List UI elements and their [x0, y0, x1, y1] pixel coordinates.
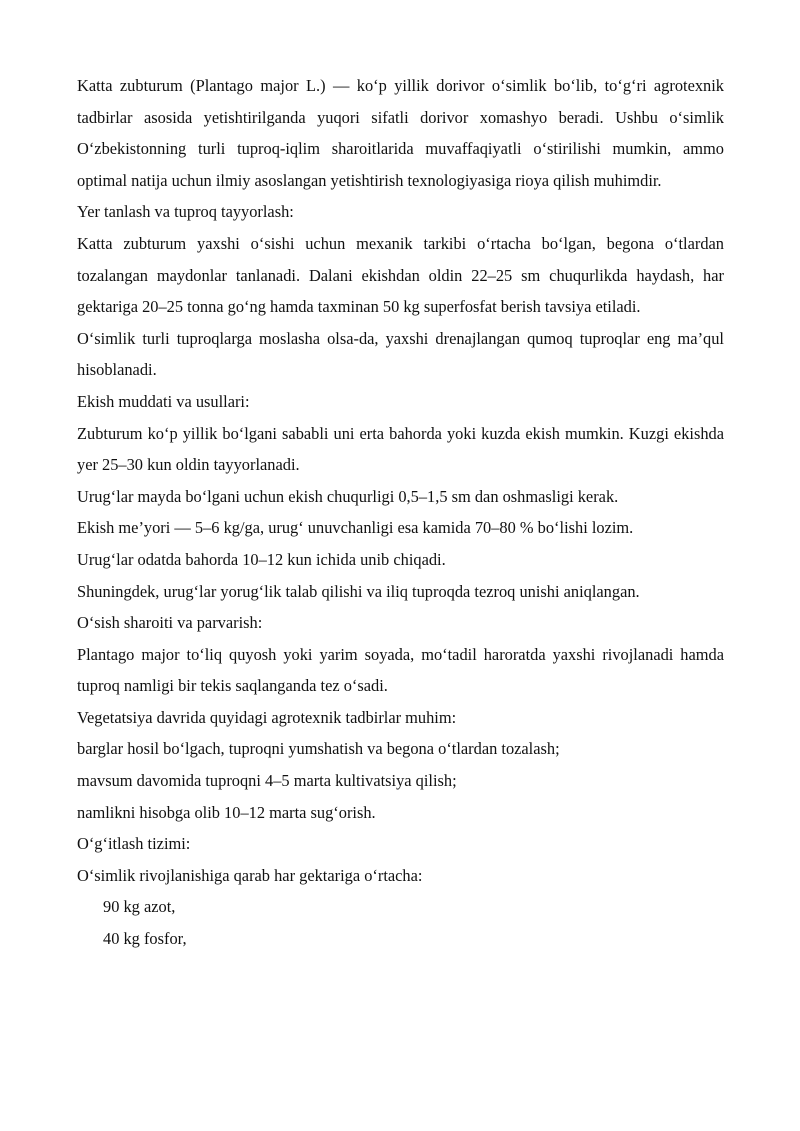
- fertilizing-intro: O‘simlik rivojlanishiga qarab har gektariga o‘rtacha:: [77, 865, 423, 885]
- care-item-loosening: barglar hosil bo‘lgach, tuproqni yumshatish va begona o‘tlardan tozalash;: [77, 739, 560, 759]
- intro-paragraph: Katta zubturum (Plantago major L.) — ko‘p yillik dorivor o‘simlik bo‘lib, to‘g‘ri agrotexnik tadbirlar asosida yetishtirilganda yuqori sifatli dorivor xomashyo beradi. Ushbu o‘simlik O‘zbekistonning turli tuproq-iqlim sharoitlarida muvaffaqiyatli o‘stirilishi mumkin, ammo optimal natija uchun ilmiy asoslangan yetishtirish texnologiyasiga rioya qilish muhimdir.: [77, 76, 724, 190]
- vegetation-intro: Vegetatsiya davrida quyidagi agrotexnik tadbirlar muhim:: [77, 707, 457, 727]
- section-heading-sowing: Ekish muddati va usullari:: [77, 391, 250, 411]
- soil-type-paragraph: O‘simlik turli tuproqlarga moslasha olsa-da, yaxshi drenajlangan qumoq tuproqlar eng ma’qul hisoblanadi.: [77, 328, 724, 380]
- document-page: [77, 70, 724, 955]
- growth-paragraph: Plantago major to‘liq quyosh yoki yarim soyada, mo‘tadil haroratda yaxshi rivojlanadi hamda tuproq namligi bir tekis saqlanganda tez o‘sadi.: [77, 644, 724, 696]
- section-heading-soil: Yer tanlash va tuproq tayyorlash:: [77, 202, 294, 222]
- sowing-depth-paragraph: Urug‘lar mayda bo‘lgani uchun ekish chuqurligi 0,5–1,5 sm dan oshmasligi kerak.: [77, 486, 619, 506]
- care-item-cultivation: mavsum davomida tuproqni 4–5 marta kultivatsiya qilish;: [77, 771, 457, 791]
- soil-paragraph: Katta zubturum yaxshi o‘sishi uchun mexanik tarkibi o‘rtacha bo‘lgan, begona o‘tlardan tozalangan maydonlar tanlanadi. Dalani ekishdan oldin 22–25 sm chuqurlikda haydash, har gektariga 20–25 tonna go‘ng hamda taxminan 50 kg superfosfat berish tavsiya etiladi.: [77, 233, 724, 317]
- sowing-time-paragraph: Zubturum ko‘p yillik bo‘lgani sababli uni erta bahorda yoki kuzda ekish mumkin. Kuzgi ekishda yer 25–30 kun oldin tayyorlanadi.: [77, 423, 724, 475]
- care-item-irrigation: namlikni hisobga olib 10–12 marta sug‘orish.: [77, 802, 376, 822]
- fertilizer-item-nitrogen: 90 kg azot,: [103, 897, 176, 917]
- section-heading-growth: O‘sish sharoiti va parvarish:: [77, 613, 263, 633]
- section-heading-fertilizing: O‘g‘itlash tizimi:: [77, 834, 191, 854]
- fertilizer-item-phosphorus: 40 kg fosfor,: [103, 929, 187, 949]
- light-requirement-paragraph: Shuningdek, urug‘lar yorug‘lik talab qilishi va iliq tuproqda tezroq unishi aniqlangan.: [77, 581, 640, 601]
- sowing-rate-paragraph: Ekish me’yori — 5–6 kg/ga, urug‘ unuvchanligi esa kamida 70–80 % bo‘lishi lozim.: [77, 518, 634, 538]
- germination-paragraph: Urug‘lar odatda bahorda 10–12 kun ichida unib chiqadi.: [77, 549, 446, 569]
